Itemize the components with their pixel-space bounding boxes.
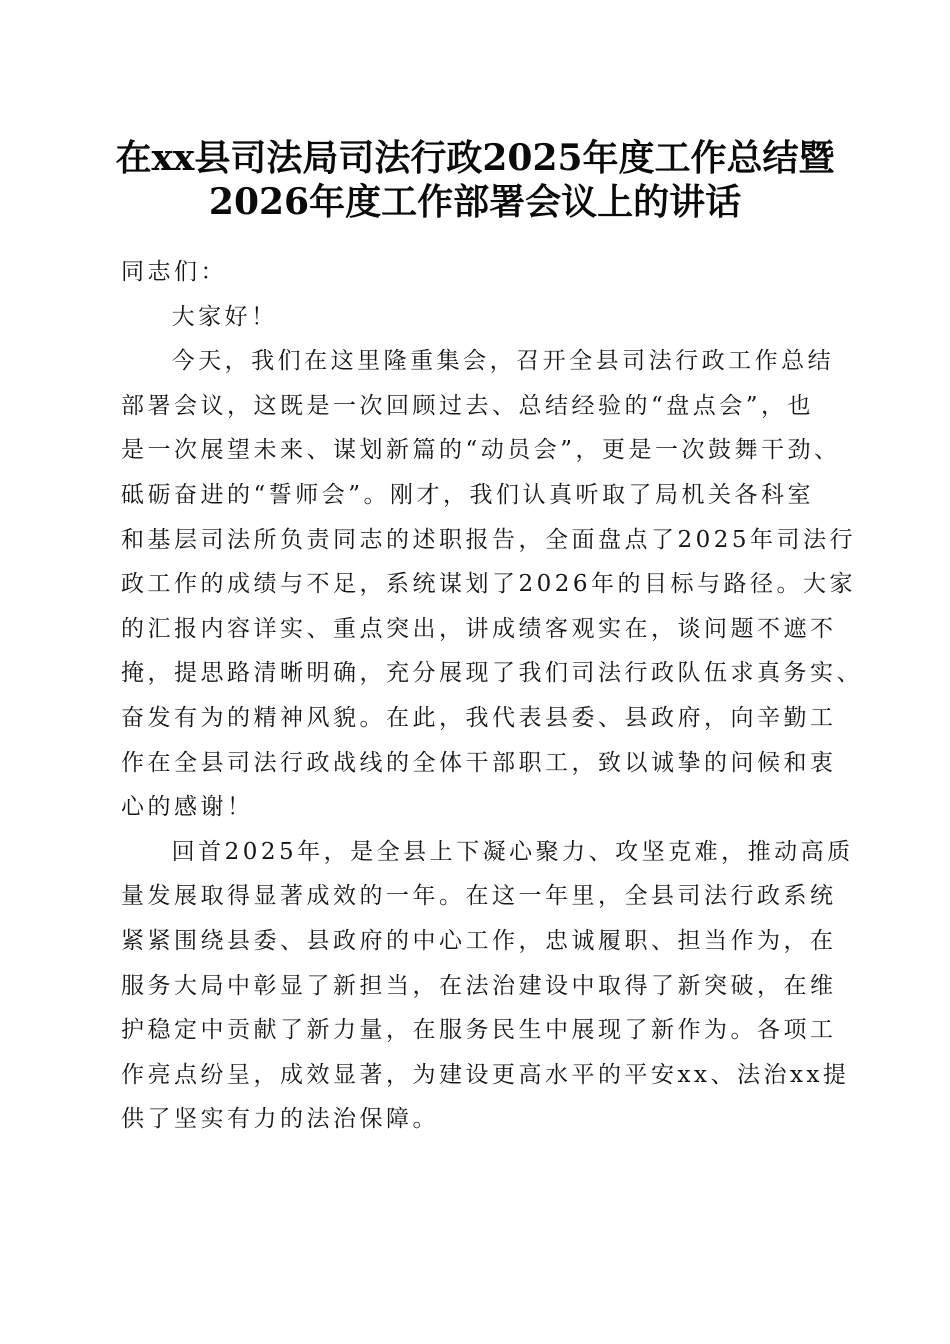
paragraph-line: 紧紧围绕县委、县政府的中心工作，忠诚履职、担当作为，在 xyxy=(121,927,837,954)
paragraph-line: 和基层司法所负责同志的述职报告，全面盘点了2025年司法行 xyxy=(121,526,857,553)
paragraph-line: 护稳定中贡献了新力量，在服务民生中展现了新作为。各项工 xyxy=(121,1017,837,1044)
paragraph-line: 服务大局中彰显了新担当，在法治建设中取得了新突破，在维 xyxy=(121,972,837,999)
paragraph-line: 掩，提思路清晰明确，充分展现了我们司法行政队伍求真务实、 xyxy=(121,660,863,687)
paragraph-review xyxy=(121,830,854,1142)
paragraph-line: 砥砺奋进的“誓师会”。刚才，我们认真听取了局机关各科室 xyxy=(121,481,815,508)
paragraph-line: 的汇报内容详实、重点突出，讲成绩客观实在，谈问题不遮不 xyxy=(121,615,837,642)
paragraph-opening xyxy=(121,339,863,830)
paragraph-greeting xyxy=(121,295,839,340)
paragraph-line: 作亮点纷呈，成效显著，为建设更高水平的平安xx、法治xx提 xyxy=(121,1061,850,1088)
paragraph-line: 量发展取得显著成效的一年。在这一年里，全县司法行政系统 xyxy=(121,883,837,910)
paragraph-line: 回首2025年，是全县上下凝心聚力、攻坚克难，推动高质 xyxy=(171,838,854,865)
document-body xyxy=(121,250,863,1142)
paragraph-line: 供了坚实有力的法治保障。 xyxy=(121,1106,439,1133)
paragraph-line: 奋发有为的精神风貌。在此，我代表县委、县政府，向辛勤工 xyxy=(121,704,837,731)
title-line-2: 2026年度工作部署会议上的讲话 xyxy=(208,181,742,223)
paragraph-line: 政工作的成绩与不足，系统谋划了2026年的目标与路径。大家 xyxy=(121,571,857,598)
title-line-1: 在xx县司法局司法行政2025年度工作总结暨 xyxy=(115,137,835,179)
paragraph-line: 大家好！ xyxy=(171,303,278,330)
paragraph-line: 是一次展望未来、谋划新篇的“动员会”，更是一次鼓舞干劲、 xyxy=(121,437,841,464)
document-title xyxy=(60,136,890,224)
paragraph-line: 部署会议，这既是一次回顾过去、总结经验的“盘点会”，也 xyxy=(121,392,815,419)
salutation-text: 同志们： xyxy=(121,259,227,285)
paragraph-line: 今天，我们在这里隆重集会，召开全县司法行政工作总结 xyxy=(171,348,835,375)
salutation xyxy=(121,250,839,295)
paragraph-line: 心的感谢！ xyxy=(121,794,254,821)
paragraph-line: 作在全县司法行政战线的全体干部职工，致以诚挚的问候和衷 xyxy=(121,749,837,776)
